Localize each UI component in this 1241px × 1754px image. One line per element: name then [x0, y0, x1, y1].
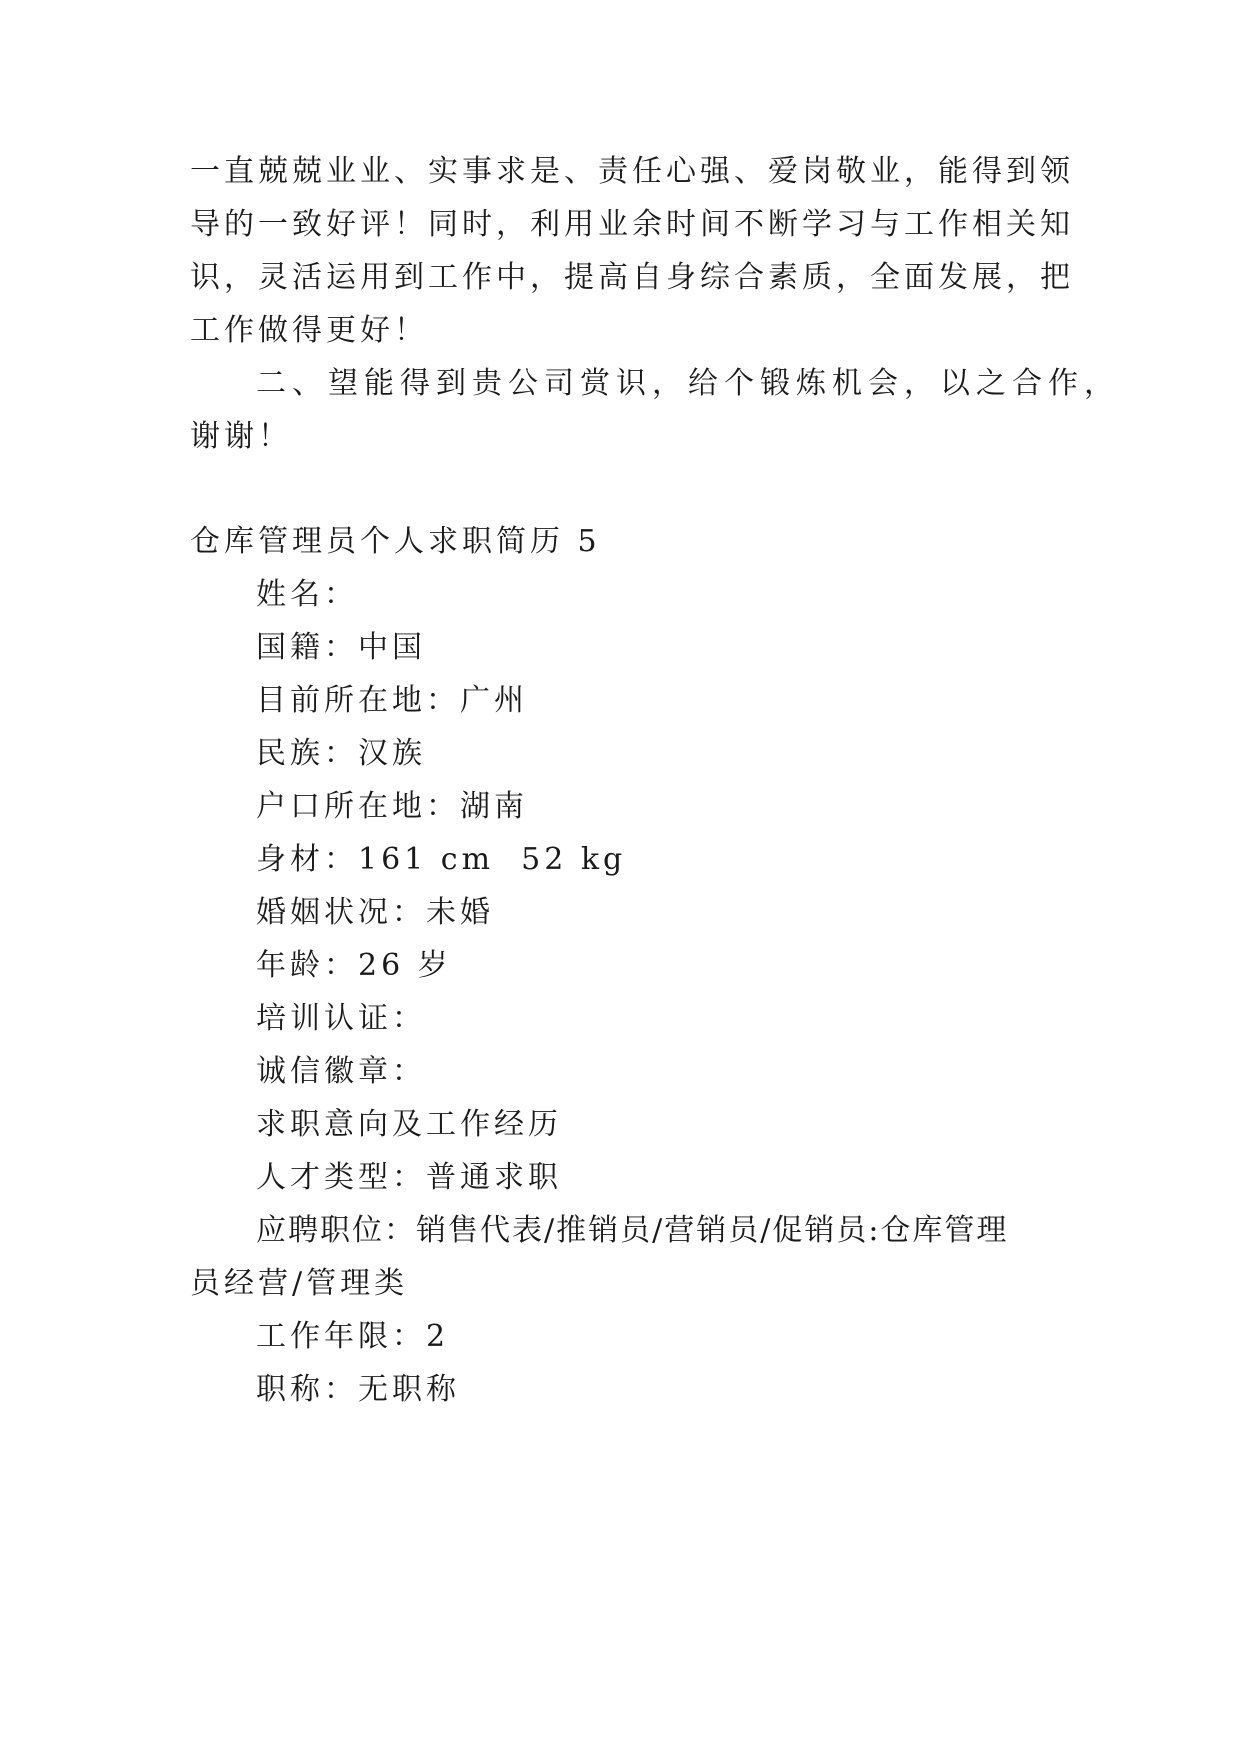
intro-line-3: 识，灵活运用到工作中，提高自身综合素质，全面发展，把 — [190, 260, 1074, 295]
field-talent-type: 人才类型：普通求职 — [256, 1160, 562, 1195]
field-marital-status: 婚姻状况：未婚 — [256, 895, 494, 930]
field-age: 年龄：26 岁 — [256, 948, 452, 983]
subsection-heading-job-intention: 求职意向及工作经历 — [256, 1107, 562, 1142]
intro-line-1: 一直兢兢业业、实事求是、责任心强、爱岗敬业，能得到领 — [190, 154, 1074, 189]
field-ethnicity: 民族：汉族 — [256, 736, 426, 771]
intro-line-2: 导的一致好评！同时，利用业余时间不断学习与工作相关知 — [190, 207, 1074, 242]
field-applied-position: 应聘职位：销售代表/推销员/营销员/促销员:仓库管理 — [256, 1213, 1009, 1248]
field-nationality: 国籍：中国 — [256, 630, 426, 665]
field-applied-position-continued: 员经营/管理类 — [190, 1266, 409, 1301]
second-paragraph-line-1: 二、望能得到贵公司赏识，给个锻炼机会，以之合作， — [256, 366, 1120, 401]
field-job-title: 职称：无职称 — [256, 1372, 460, 1407]
field-current-location: 目前所在地：广州 — [256, 683, 528, 718]
second-paragraph-line-2: 谢谢！ — [190, 419, 292, 454]
section-title: 仓库管理员个人求职简历 5 — [190, 524, 601, 559]
field-body: 身材：161 cm 52 kg — [256, 842, 627, 877]
field-training-certification: 培训认证： — [256, 1001, 426, 1036]
field-name: 姓名： — [256, 577, 358, 612]
field-integrity-badge: 诚信徽章： — [256, 1054, 426, 1089]
field-household-location: 户口所在地：湖南 — [256, 789, 528, 824]
field-work-years: 工作年限：2 — [256, 1319, 450, 1354]
intro-line-4: 工作做得更好！ — [190, 313, 428, 348]
